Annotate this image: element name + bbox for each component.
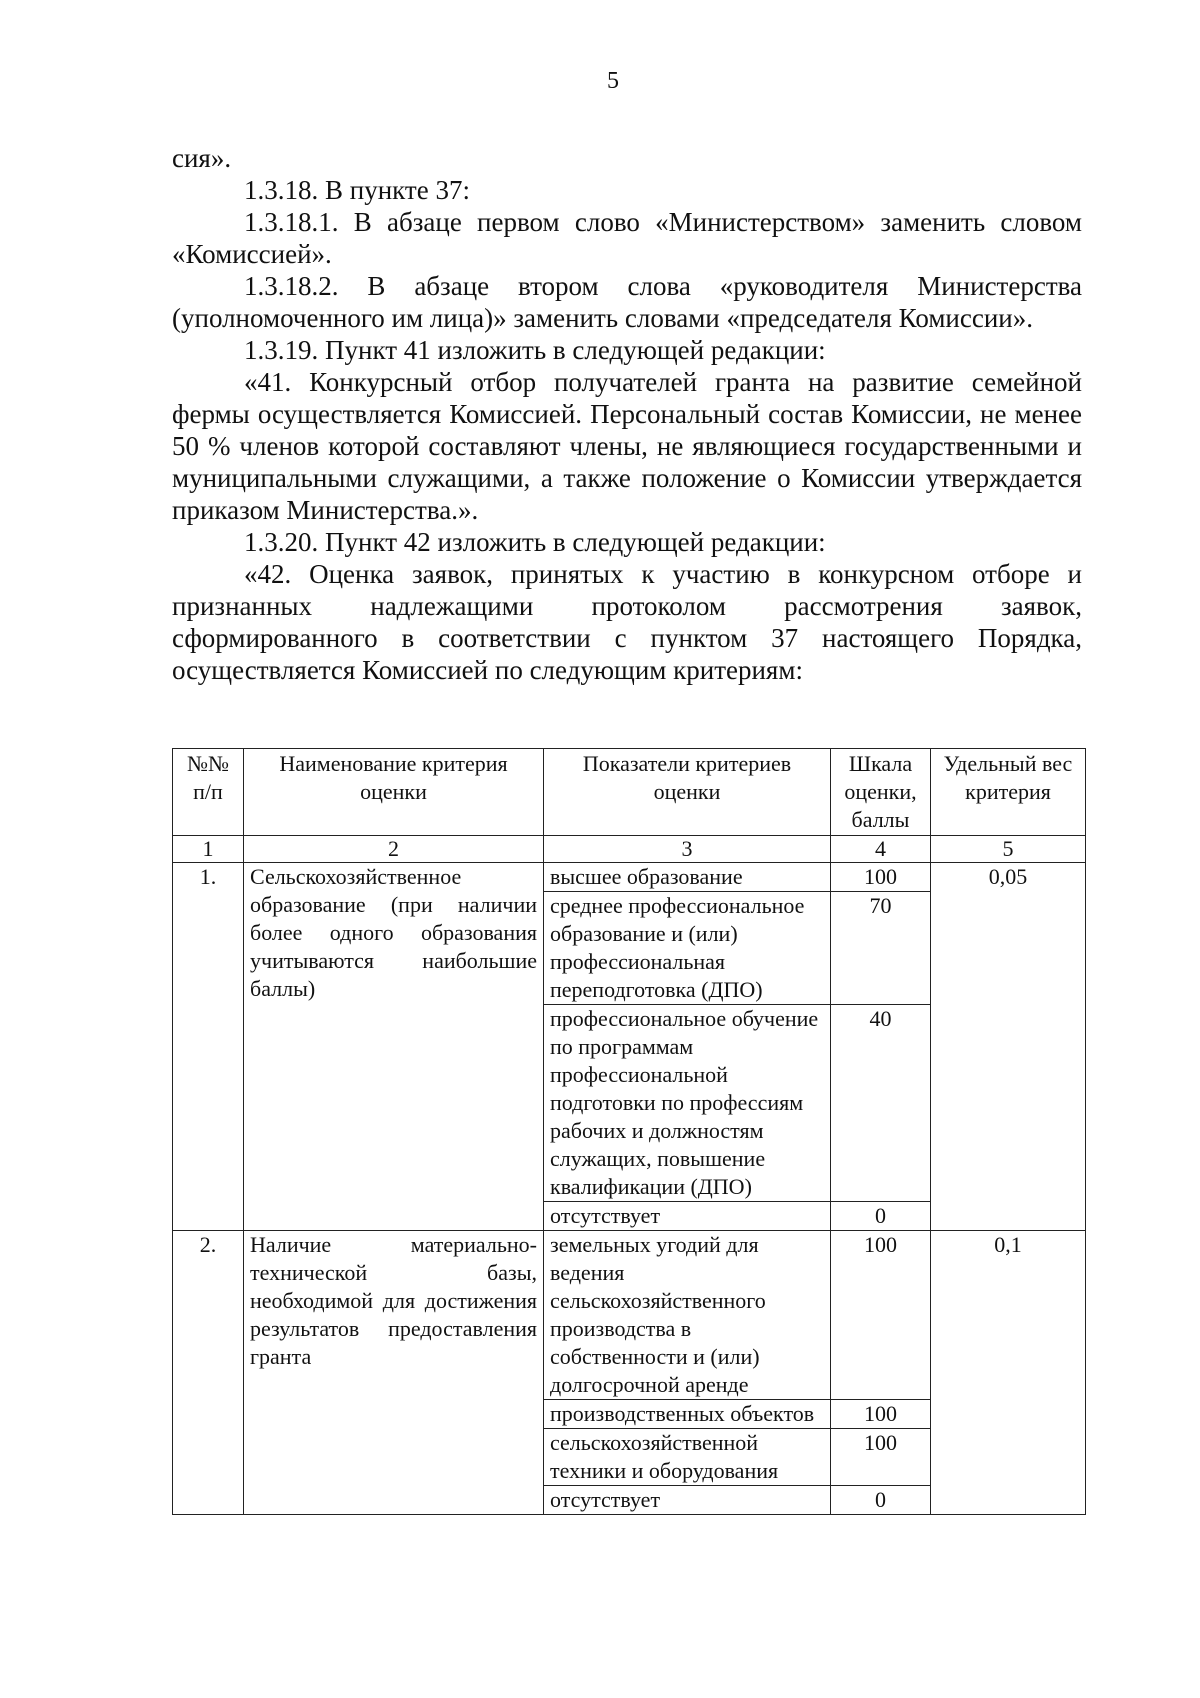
- column-number: 5: [931, 836, 1086, 863]
- paragraph-point-41: «41. Конкурсный отбор получателей гранта на развитие семейной фермы осуществляется Комиссией. Персональный состав Комиссии, не менее 50 % членов которой составляют члены, не являющиеся государственными и муниципальными служащими, а также положение о Комиссии утверждается приказом Министерства.».: [172, 367, 1082, 525]
- paragraph-1-3-18-1: 1.3.18.1. В абзаце первом слово «Министерством» заменить словом «Комиссией».: [172, 207, 1082, 269]
- criteria-table: [172, 748, 1086, 1515]
- criterion-name: Наличие материально-технической базы, необходимой для достижения результатов предоставления гранта: [244, 1231, 544, 1515]
- criterion-weight: 0,1: [931, 1231, 1086, 1515]
- criterion-number: 2.: [173, 1231, 244, 1515]
- paragraph-1-3-20: 1.3.20. Пункт 42 изложить в следующей редакции:: [244, 527, 826, 557]
- indicator-text: профессиональное обучение по программам профессиональной подготовки по профессиям рабочих и должностям служащих, повышение квалификации (ДПО): [544, 1005, 831, 1202]
- table-row: [173, 1231, 1086, 1400]
- paragraph-1-3-18-2: 1.3.18.2. В абзаце втором слова «руководителя Министерства (уполномоченного им лица)» заменить словами «председателя Комиссии».: [172, 271, 1082, 333]
- column-number: 4: [831, 836, 931, 863]
- indicator-text: среднее профессиональное образование и (или) профессиональная переподготовка (ДПО): [544, 892, 831, 1005]
- indicator-text: отсутствует: [544, 1202, 831, 1231]
- indicator-score: 40: [831, 1005, 931, 1202]
- table-header-row: [173, 749, 1086, 836]
- header-weight: Удельный вес критерия: [931, 749, 1086, 836]
- header-criterion-name: Наименование критерия оценки: [244, 749, 544, 836]
- criterion-number: 1.: [173, 863, 244, 1231]
- table-column-numbers-row: [173, 836, 1086, 863]
- document-body: [172, 142, 1082, 686]
- paragraph-1-3-19: 1.3.19. Пункт 41 изложить в следующей редакции:: [244, 335, 826, 365]
- paragraph-1-3-18: 1.3.18. В пункте 37:: [244, 175, 470, 205]
- paragraph-continuation: сия».: [172, 143, 232, 173]
- criterion-name: Сельскохозяйственное образование (при наличии более одного образования учитываются наибольшие баллы): [244, 863, 544, 1231]
- indicator-score: 100: [831, 1231, 931, 1400]
- indicator-score: 0: [831, 1202, 931, 1231]
- paragraph-point-42: «42. Оценка заявок, принятых к участию в конкурсном отборе и признанных надлежащими протоколом рассмотрения заявок, сформированного в соответствии с пунктом 37 настоящего Порядка, осуществляется Комиссией по следующим критериям:: [172, 559, 1082, 685]
- indicator-score: 70: [831, 892, 931, 1005]
- table-row: [173, 863, 1086, 892]
- column-number: 3: [544, 836, 831, 863]
- indicator-text: отсутствует: [544, 1486, 831, 1515]
- indicator-text: высшее образование: [544, 863, 831, 892]
- page-number: 5: [607, 68, 619, 94]
- indicator-score: 100: [831, 863, 931, 892]
- column-number: 1: [173, 836, 244, 863]
- criterion-weight: 0,05: [931, 863, 1086, 1231]
- header-indicators: Показатели критериев оценки: [544, 749, 831, 836]
- indicator-score: 0: [831, 1486, 931, 1515]
- indicator-text: производственных объектов: [544, 1400, 831, 1429]
- header-score-scale: Шкала оценки, баллы: [831, 749, 931, 836]
- indicator-score: 100: [831, 1400, 931, 1429]
- header-number: №№ п/п: [173, 749, 244, 836]
- column-number: 2: [244, 836, 544, 863]
- indicator-text: земельных угодий для ведения сельскохозяйственного производства в собственности и (или) долгосрочной аренде: [544, 1231, 831, 1400]
- indicator-score: 100: [831, 1429, 931, 1486]
- indicator-text: сельскохозяйственной техники и оборудования: [544, 1429, 831, 1486]
